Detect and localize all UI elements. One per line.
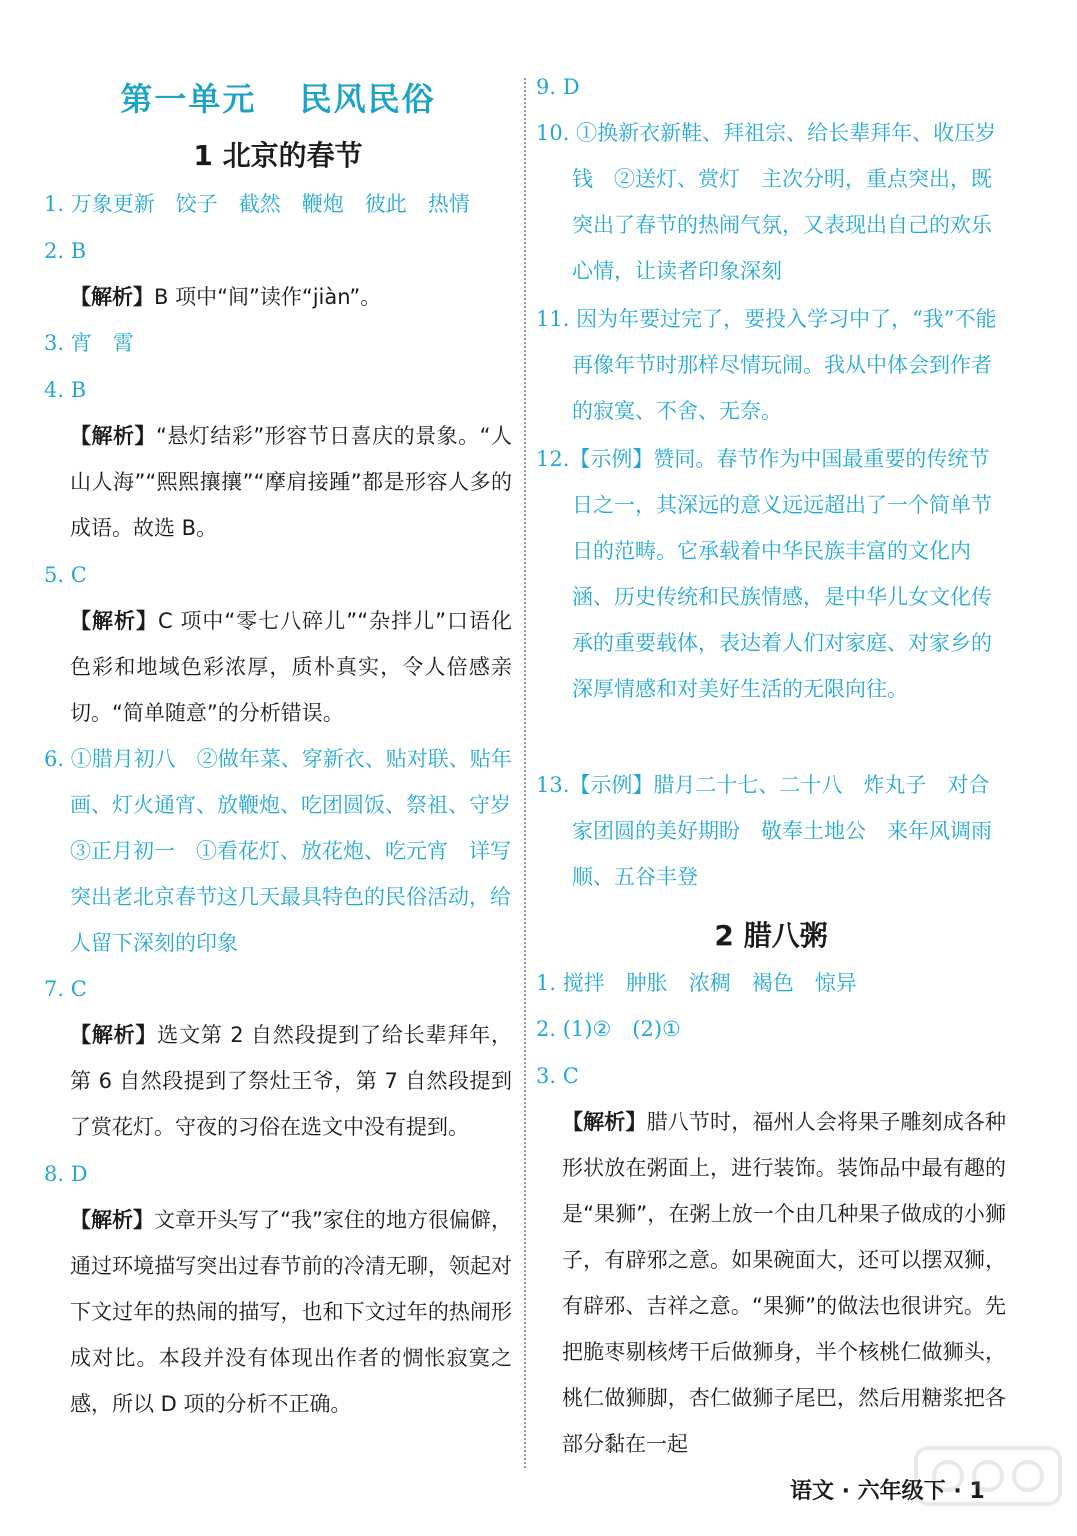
lesson-title-2: 2 腊八粥	[714, 919, 828, 952]
page-footer: 语文 · 六年级下 · 1	[790, 1479, 985, 1504]
answer-2-1: 1. 搅拌 肿胀 浓稠 褐色 惊异	[536, 971, 857, 995]
answer-7: 7. C	[44, 977, 87, 1001]
answer-1: 1. 万象更新 饺子 截然 鞭炮 彼此 热情	[44, 192, 470, 216]
answer-2: 2. B	[44, 239, 87, 263]
explanation-tag: 【解析】	[70, 285, 154, 309]
answer-4: 4. B	[44, 378, 87, 402]
answer-11: 11. 因为年要过完了，要投入学习中了，“我”不能再像年节时那样尽情玩闹。我从中体会到作者的寂寞、不舍、无奈。	[536, 307, 997, 423]
answer-2-3: 3. C	[536, 1064, 579, 1088]
answer-8: 8. D	[44, 1162, 88, 1186]
answer-2-2: 2. (1)② (2)①	[536, 1017, 681, 1041]
column-divider	[524, 78, 526, 1468]
watermark-logo-icon	[908, 1440, 1068, 1530]
explanation-2: 【解析】B 项中“间”读作“jiàn”。	[70, 285, 382, 309]
lesson-title-1: 1 北京的春节	[193, 139, 363, 172]
explanation-2-3: 【解析】腊八节时，福州人会将果子雕刻成各种形状放在粥面上，进行装饰。装饰品中最有趣的是“果狮”，在粥上放一个由几种果子做成的小狮子，有辟邪之意。如果碗面大，还可以摆双狮，有辟邪、吉祥之意。“果狮”的做法也很讲究。先把脆枣剔核烤干后做狮身，半个核桃仁做狮头，桃仁做狮脚，杏仁做狮子尾巴，然后用糖浆把各部分黏在一起	[562, 1110, 1007, 1456]
answer-9: 9. D	[536, 75, 580, 99]
explanation-5: 【解析】C 项中“零七八碎儿”“杂拌儿”口语化色彩和地域色彩浓厚，质朴真实，令人倍感亲切。“简单随意”的分析错误。	[70, 609, 512, 725]
answer-12: 12.【示例】赞同。春节作为中国最重要的传统节日之一，其深远的意义远远超出了一个简单节日的范畴。它承载着中华民族丰富的文化内涵、历史传统和民族情感，是中华儿女文化传承的重要载体，表达着人们对家庭、对家乡的深厚情感和对美好生活的无限向往。	[536, 447, 992, 701]
explanation-8: 【解析】文章开头写了“我”家住的地方很偏僻，通过环境描写突出过春节前的冷清无聊，领起对下文过年的热闹的描写，也和下文过年的热闹形成对比。本段并没有体现出作者的惆怅寂寞之感，所以 D 项的分析不正确。	[70, 1208, 512, 1416]
answer-13: 13.【示例】腊月二十七、二十八 炸丸子 对合家团圆的美好期盼 敬奉土地公 来年风调雨顺、五谷丰登	[536, 773, 992, 889]
answer-6: 6. ①腊月初八 ②做年菜、穿新衣、贴对联、贴年画、灯火通宵、放鞭炮、吃团圆饭、祭祖、守岁 ③正月初一 ①看花灯、放花炮、吃元宵 详写 突出老北京春节这几天最具特色的民俗活动，给人留下深刻的印象	[44, 747, 532, 955]
unit-title: 第一单元 民风民俗	[120, 80, 436, 118]
explanation-7: 【解析】选文第 2 自然段提到了给长辈拜年，第 6 自然段提到了祭灶王爷，第 7 自然段提到了赏花灯。守夜的习俗在选文中没有提到。	[70, 1023, 513, 1139]
answer-10: 10. ①换新衣新鞋、拜祖宗、给长辈拜年、收压岁钱 ②送灯、赏灯 主次分明，重点突出，既突出了春节的热闹气氛，又表现出自己的欢乐心情，让读者印象深刻	[536, 121, 997, 283]
explanation-4: 【解析】“悬灯结彩”形容节日喜庆的景象。“人山人海”“熙熙攘攘”“摩肩接踵”都是形容人多的成语。故选 B。	[70, 424, 513, 540]
answer-3: 3. 宵 霄	[44, 331, 134, 355]
answer-5: 5. C	[44, 563, 87, 587]
